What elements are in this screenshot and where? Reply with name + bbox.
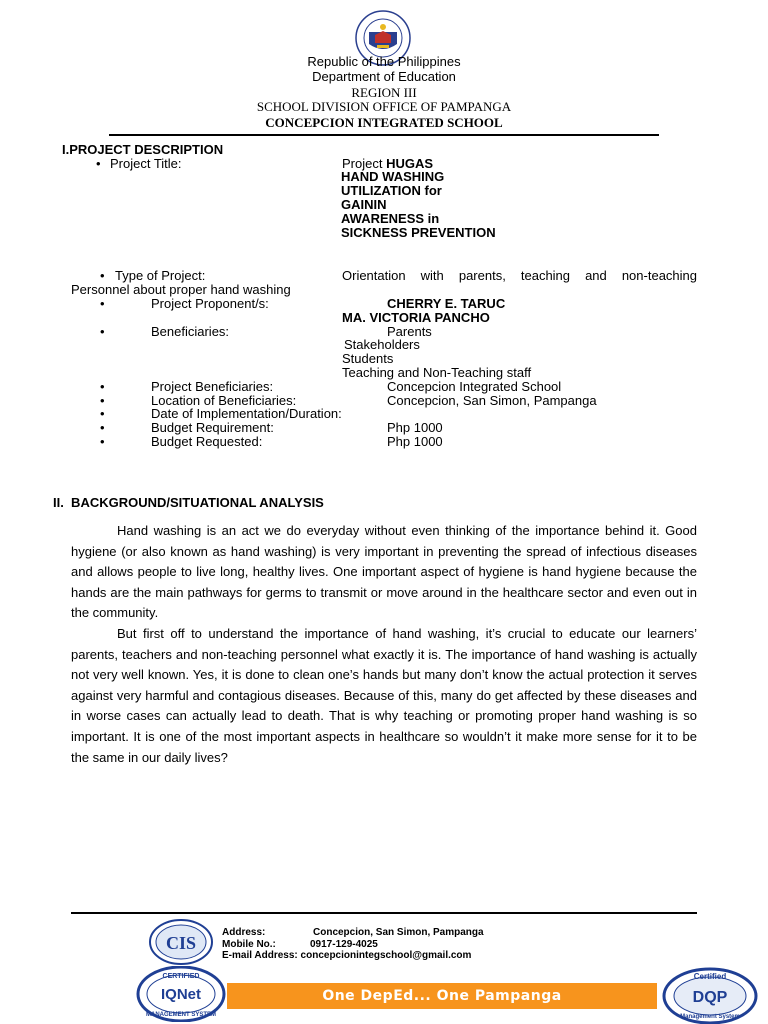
budget-requirement-value: Php 1000 (387, 420, 443, 435)
beneficiary-item: Parents (387, 324, 432, 339)
project-title-lines (341, 170, 496, 240)
cis-logo-text: CIS (165, 933, 197, 953)
bullet: • (100, 420, 105, 435)
section2-body (71, 521, 697, 768)
section2-heading: II. BACKGROUND/SITUATIONAL ANALYSIS (53, 495, 324, 510)
banner-text: One DepEd... One Pampanga (322, 988, 562, 1004)
project-title-line: UTILIZATION for (341, 183, 442, 198)
address-label: Address: (222, 927, 266, 938)
banner (227, 983, 657, 1009)
location-label: Location of Beneficiaries: (151, 393, 297, 408)
project-type-value: Orientation with parents, teaching and non-teaching (342, 268, 697, 283)
project-title-line: HAND WASHING (341, 169, 445, 184)
location-value: Concepcion, San Simon, Pampanga (387, 393, 597, 408)
bullet: • (100, 268, 105, 283)
paragraph: But first off to understand the importance of hand washing, it’s crucial to educate our learners’ parents, teachers and non-teaching personnel what exactly it is. The importance of hand washing is actually not very well known. Yes, it is done to clean one’s hands but many don’t know the actual protection it serves against very harmful and contagious diseases. Because of this, many do get affected by these diseases and in worse cases can actually lead to death. That is why teaching or promoting proper hand washing is so important. It is one of the most important aspects in healthcare so wouldn’t it make more sense for it to be the same in our daily lives? (71, 625, 697, 765)
project-title-word: HUGAS (386, 156, 434, 171)
header-division: SCHOOL DIVISION OFFICE OF PAMPANGA (256, 99, 512, 114)
bullet: • (100, 296, 105, 311)
beneficiary-item: Teaching and Non-Teaching staff (342, 365, 532, 380)
dqp-top-text: Certified (693, 972, 727, 981)
header-school: CONCEPCION INTEGRATED SCHOOL (265, 115, 503, 130)
project-type-label: Type of Project: (115, 268, 206, 283)
iqnet-certified-logo (136, 966, 226, 1022)
bullet: • (100, 434, 105, 449)
bullet: • (100, 393, 105, 408)
project-title-prefix: Project (342, 156, 387, 171)
project-title-line: SICKNESS PREVENTION (341, 225, 496, 240)
footer-contact (222, 927, 484, 962)
proponent-label: Project Proponent/s: (151, 296, 269, 311)
address-value: Concepcion, San Simon, Pampanga (313, 927, 484, 938)
email-value: concepcionintegschool@gmail.com (300, 950, 472, 961)
project-title-label: Project Title: (110, 156, 182, 171)
project-beneficiaries-value: Concepcion Integrated School (387, 379, 562, 394)
iqnet-bottom-text: MANAGEMENT SYSTEM (145, 1012, 217, 1018)
proponent-name: CHERRY E. TARUC (387, 296, 506, 311)
iqnet-mid-text: IQNet (160, 986, 202, 1003)
paragraph: Hand washing is an act we do everyday without even thinking of the importance behind it. Good hygiene (or also known as hand washing) is very important in preventing the spread of infectious diseases and allows people to live long, healthy lives. One important aspect of hygiene is hand hygiene because the hands are the main pathways for germs to transmit or move around in the healthcare sector and even out in the community. (71, 523, 697, 621)
header-divider (109, 134, 659, 136)
mobile-value: 0917-129-4025 (310, 938, 378, 950)
budget-requested-value: Php 1000 (387, 434, 443, 449)
budget-requirement-label: Budget Requirement: (151, 420, 274, 435)
dqp-mid-text: DQP (692, 989, 728, 1006)
beneficiary-item: Students (342, 351, 394, 366)
dqp-bottom-text: Management System (680, 1014, 740, 1020)
header-department: Department of Education (312, 69, 456, 84)
bullet: • (100, 406, 105, 421)
bullet: • (100, 379, 105, 394)
project-title-line: AWARENESS in (341, 211, 440, 226)
email-label: E-mail Address: (222, 950, 298, 961)
bullet: • (100, 324, 105, 339)
date-label: Date of Implementation/Duration: (151, 406, 342, 421)
dqp-certified-logo (660, 966, 760, 1024)
section1-heading: I.PROJECT DESCRIPTION (62, 142, 224, 157)
header-region: REGION III (351, 85, 417, 100)
project-title-line: GAININ (341, 197, 387, 212)
budget-requested-label: Budget Requested: (151, 434, 263, 449)
footer-divider (71, 912, 697, 914)
project-beneficiaries-label: Project Beneficiaries: (151, 379, 274, 394)
beneficiaries-label: Beneficiaries: (151, 324, 230, 339)
beneficiary-item: Stakeholders (344, 337, 420, 352)
iqnet-top-text: CERTIFIED (162, 973, 200, 980)
mobile-label: Mobile No.: (222, 938, 276, 950)
bullet: • (96, 156, 101, 171)
header-republic: Republic of the Philippines (307, 54, 461, 69)
proponent-name: MA. VICTORIA PANCHO (342, 310, 490, 325)
project-type-value-cont: Personnel about proper hand washing (71, 282, 291, 297)
cis-school-logo (148, 918, 214, 966)
